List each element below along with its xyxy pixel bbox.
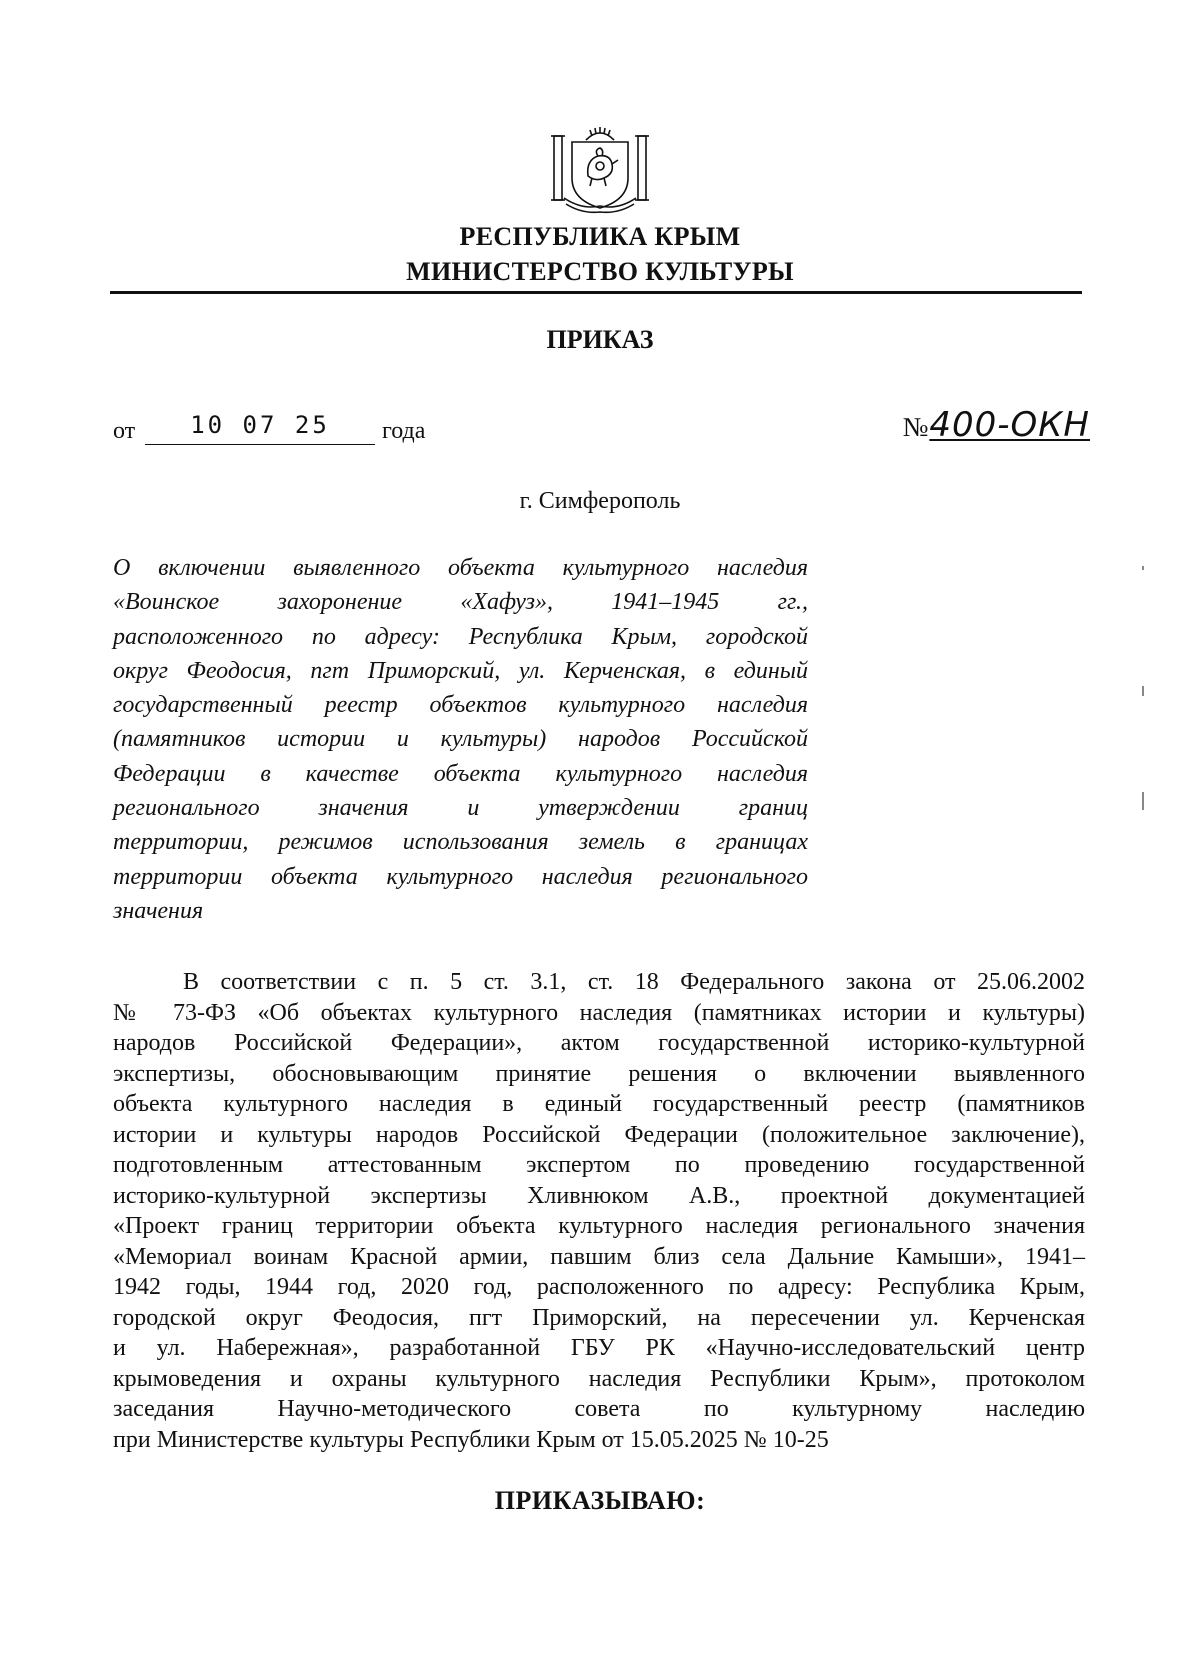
subject-line: регионального значения и утверждении границ bbox=[113, 795, 808, 822]
body-line: и ул. Набережная», разработанной ГБУ РК «Научно-исследовательский центр bbox=[113, 1335, 1085, 1361]
decree-heading: ПРИКАЗЫВАЮ: bbox=[494, 1486, 706, 1515]
scan-mark bbox=[1142, 792, 1144, 810]
subject-line: «Воинское захоронение «Хафуз», 1941–1945 гг., bbox=[113, 589, 808, 616]
subject-line: Федерации в качестве объекта культурного наследия bbox=[113, 760, 808, 787]
number-sign: № bbox=[902, 412, 930, 442]
body-line: объекта культурного наследия в единый государственный реестр (памятников bbox=[113, 1091, 1085, 1117]
organization-name-line-2: МИНИСТЕРСТВО КУЛЬТУРЫ bbox=[406, 257, 794, 286]
organization-name-line-1: РЕСПУБЛИКА КРЫМ bbox=[459, 222, 741, 251]
preamble-paragraph bbox=[113, 967, 1085, 1455]
subject-line: (памятников истории и культуры) народов Российской bbox=[113, 726, 808, 753]
body-line: заседания Научно-методического совета по культурному наследию bbox=[113, 1396, 1085, 1422]
subject-line: значения bbox=[113, 897, 204, 924]
header-divider bbox=[110, 291, 1082, 294]
body-line: «Проект границ территории объекта культурного наследия регионального значения bbox=[113, 1213, 1085, 1239]
subject-line: расположенного по адресу: Республика Крым, городской bbox=[113, 623, 808, 650]
body-line: городской округ Феодосия, пгт Приморский, на пересечении ул. Керченская bbox=[113, 1304, 1085, 1331]
order-number bbox=[903, 405, 1090, 445]
body-line: при Министерстве культуры Республики Крым от 15.05.2025 № 10-25 bbox=[113, 1426, 829, 1453]
body-line: подготовленным аттестованным экспертом по проведению государственной bbox=[113, 1152, 1085, 1178]
body-line: В соответствии с п. 5 ст. 3.1, ст. 18 Федерального закона от 25.06.2002 bbox=[183, 969, 1085, 995]
document-title: ПРИКАЗ bbox=[546, 325, 654, 354]
body-line: народов Российской Федерации», актом государственной историко-культурной bbox=[113, 1030, 1085, 1056]
date-suffix: года bbox=[382, 418, 426, 444]
date-field: 10 07 25 bbox=[145, 412, 375, 445]
subject-block bbox=[113, 551, 808, 928]
body-line: № 73-ФЗ «Об объектах культурного наследия (памятниках истории и культуры) bbox=[113, 999, 1085, 1026]
body-line: 1942 годы, 1944 год, 2020 год, расположенного по адресу: Республика Крым, bbox=[113, 1274, 1085, 1300]
body-line: крымоведения и охраны культурного наследия Республики Крым», протоколом bbox=[113, 1365, 1085, 1392]
subject-line: территории, режимов использования земель в границах bbox=[113, 829, 808, 856]
subject-line: территории объекта культурного наследия регионального bbox=[113, 863, 808, 890]
city: г. Симферополь bbox=[519, 488, 681, 514]
body-line: «Мемориал воинам Красной армии, павшим близ села Дальние Камыши», 1941– bbox=[113, 1243, 1085, 1270]
scan-mark bbox=[1142, 566, 1144, 570]
order-number-value: 400-ОКН bbox=[929, 405, 1090, 445]
body-line: историко-культурной экспертизы Хливнюком А.В., проектной документацией bbox=[113, 1182, 1085, 1209]
date-prefix: от bbox=[113, 418, 136, 444]
scan-mark bbox=[1142, 686, 1144, 696]
subject-line: государственный реестр объектов культурного наследия bbox=[113, 692, 808, 719]
subject-line: округ Феодосия, пгт Приморский, ул. Керченская, в единый bbox=[113, 657, 808, 684]
crimea-coat-of-arms-icon bbox=[542, 120, 658, 216]
body-line: истории и культуры народов Российской Федерации (положительное заключение), bbox=[113, 1121, 1085, 1148]
subject-line: О включении выявленного объекта культурного наследия bbox=[113, 555, 808, 581]
body-line: экспертизы, обосновывающим принятие решения о включении выявленного bbox=[113, 1060, 1085, 1087]
